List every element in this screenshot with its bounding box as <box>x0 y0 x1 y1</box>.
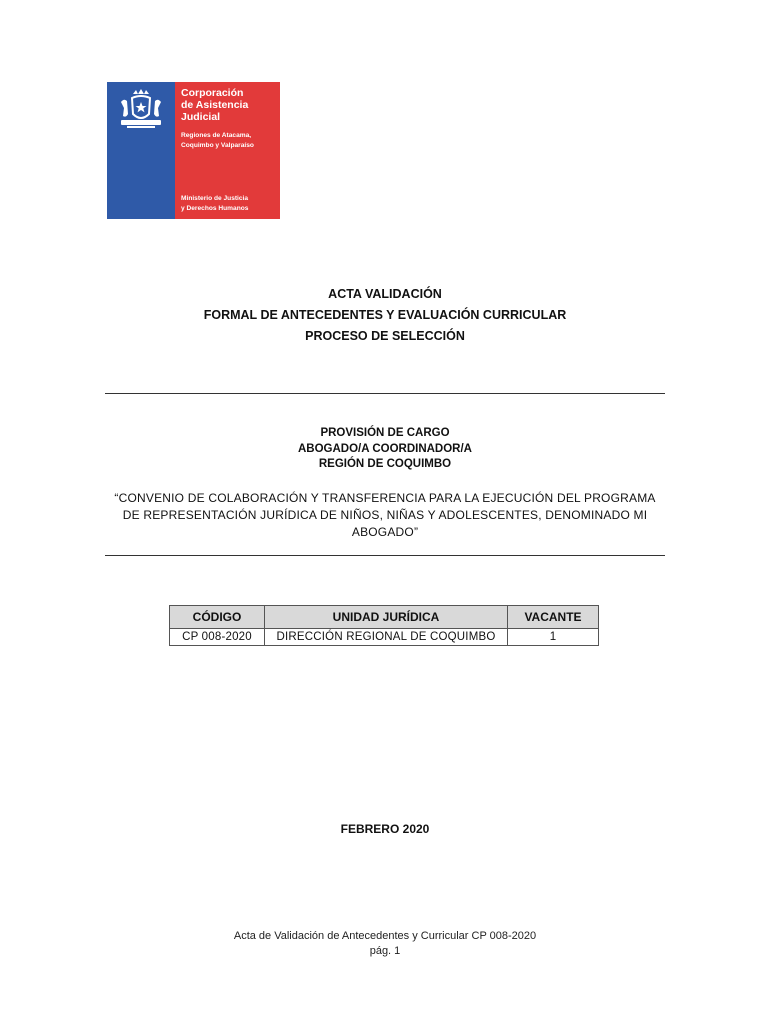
logo-ministry: Ministerio de Justicia y Derechos Humanos <box>181 195 249 212</box>
footer-text: Acta de Validación de Antecedentes y Curricular CP 008-2020 <box>233 930 537 942</box>
page-number: pág. 1 <box>369 945 401 957</box>
cell-vacancy: 1 <box>508 629 599 646</box>
logo-organization-name: Corporación de Asistencia Judicial <box>181 87 249 123</box>
page-footer <box>0 929 770 959</box>
header-legal-unit: UNIDAD JURÍDICA <box>265 606 508 629</box>
header-vacancy: VACANTE <box>508 606 599 629</box>
table-row <box>170 629 599 646</box>
logo-regions: Regiones de Atacama, Coquimbo y Valparaíso <box>181 132 254 149</box>
provision-line-1: PROVISIÓN DE CARGO <box>320 427 450 439</box>
cell-legal-unit: DIRECCIÓN REGIONAL DE COQUIMBO <box>265 629 508 646</box>
cell-code: CP 008-2020 <box>170 629 265 646</box>
position-table <box>169 605 599 646</box>
header-code: CÓDIGO <box>170 606 265 629</box>
provision-line-2: ABOGADO/A COORDINADOR/A <box>298 442 472 455</box>
coat-of-arms-icon <box>113 88 169 132</box>
logo-red-panel <box>175 82 280 219</box>
title-line-2: FORMAL DE ANTECEDENTES Y EVALUACIÓN CURRICULAR <box>203 308 567 322</box>
provision-line-3: REGIÓN DE COQUIMBO <box>318 458 452 470</box>
divider-top <box>105 393 665 394</box>
document-date: FEBRERO 2020 <box>340 822 430 836</box>
table-header-row <box>170 606 599 629</box>
program-quote: “CONVENIO DE COLABORACIÓN Y TRANSFERENCIA PARA LA EJECUCIÓN DEL PROGRAMA DE REPRESENTACIÓN JURÍDICA DE NIÑOS, NIÑAS Y ADOLESCENTES, DENOMINADO MI ABOGADO” <box>114 491 656 539</box>
title-line-1: ACTA VALIDACIÓN <box>328 287 442 301</box>
title-line-3: PROCESO DE SELECCIÓN <box>305 329 465 343</box>
divider-bottom <box>105 555 665 556</box>
document-title <box>0 284 770 347</box>
institution-logo <box>107 82 280 219</box>
logo-blue-panel <box>107 82 175 219</box>
position-provision <box>0 426 770 473</box>
